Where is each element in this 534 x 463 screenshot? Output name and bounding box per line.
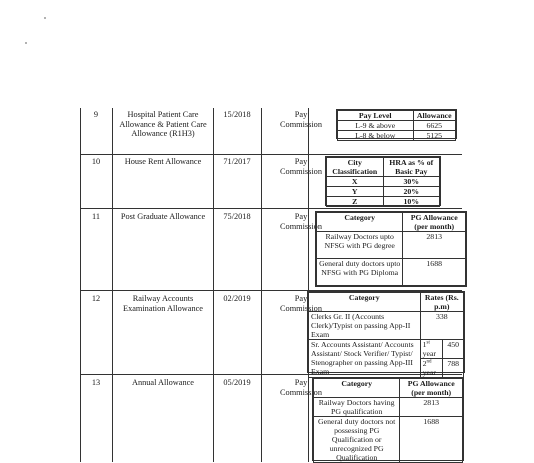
allowance-value: 5125 <box>413 131 455 141</box>
row-number: 11 <box>92 212 100 221</box>
category: Railway Doctors upto NFSG with PG degree <box>317 232 403 259</box>
rate-value: 450 <box>443 340 464 359</box>
row-number: 12 <box>91 294 101 303</box>
pay-level-table <box>336 109 457 139</box>
row-number: 9 <box>93 110 99 119</box>
allowance-name: Hospital Patient Care Allowance & Patient Care Allowance (R1H3) <box>119 110 207 138</box>
header-category: Category <box>314 379 400 398</box>
city-class: Z <box>327 197 384 207</box>
header-pg-allowance: PG Allowance (per month) <box>400 379 463 398</box>
reference-number: 05/2019 <box>223 378 251 387</box>
allowance-value: 2813 <box>400 398 463 417</box>
annual-allowance-table <box>312 377 464 461</box>
pg-allowance-table <box>315 211 467 287</box>
row-number: 10 <box>91 157 101 166</box>
scan-speck <box>44 17 46 19</box>
category: Sr. Accounts Assistant/ Accounts Assistant/ Stock Verifier/ Typist/ Stenographer on passing App-III Exam <box>309 340 421 378</box>
pay-level: L-8 & below <box>338 131 414 141</box>
header-city-classification: City Classification <box>327 158 384 177</box>
authority: Pay Commission <box>280 157 322 176</box>
allowance-value: 6625 <box>413 121 455 131</box>
hra-value: 30% <box>383 177 440 187</box>
header-allowance: Allowance <box>413 111 455 121</box>
category: Railway Doctors having PG qualification <box>314 398 400 417</box>
scan-speck <box>25 42 27 44</box>
exam-allowance-table <box>307 291 465 377</box>
allowance-table <box>80 108 462 462</box>
row-number: 13 <box>91 378 101 387</box>
year-label: 2nd year <box>420 359 443 378</box>
header-category: Category <box>317 213 403 232</box>
reference-number: 75/2018 <box>223 212 251 221</box>
hra-value: 10% <box>383 197 440 207</box>
allowance-name: Annual Allowance <box>132 378 194 387</box>
reference-number: 02/2019 <box>223 294 251 303</box>
header-pay-level: Pay Level <box>338 111 414 121</box>
year-label: 1st year <box>420 340 443 359</box>
category: General duty doctors upto NFSG with PG Diploma <box>317 259 403 286</box>
header-pg-allowance: PG Allowance (per month) <box>403 213 466 232</box>
reference-number: 15/2018 <box>223 110 251 119</box>
hra-value: 20% <box>383 187 440 197</box>
header-rates: Rates (Rs. p.m) <box>420 293 463 312</box>
authority: Pay Commission <box>280 212 322 231</box>
rate-value: 338 <box>420 312 463 340</box>
header-hra-percent: HRA as % of Basic Pay <box>383 158 440 177</box>
allowance-value: 1688 <box>403 259 466 286</box>
reference-number: 71/2017 <box>223 157 251 166</box>
category: General duty doctors not possessing PG Qualification or unrecognized PG Qualification <box>314 417 400 463</box>
category: Clerks Gr. II (Accounts Clerk)/Typist on passing App-II Exam <box>309 312 421 340</box>
allowance-value: 2813 <box>403 232 466 259</box>
allowance-name: Post Graduate Allowance <box>120 212 206 221</box>
allowance-name: Railway Accounts Examination Allowance <box>123 294 203 313</box>
header-category: Category <box>309 293 421 312</box>
authority: Pay Commission <box>280 378 322 397</box>
authority: Pay Commission <box>280 110 322 129</box>
allowance-name: House Rent Allowance <box>124 157 202 166</box>
city-class: Y <box>327 187 384 197</box>
allowance-value: 1688 <box>400 417 463 463</box>
pay-level: L-9 & above <box>338 121 414 131</box>
city-class: X <box>327 177 384 187</box>
rate-value: 788 <box>443 359 464 378</box>
authority: Pay Commission <box>280 294 322 313</box>
hra-table <box>325 156 441 206</box>
